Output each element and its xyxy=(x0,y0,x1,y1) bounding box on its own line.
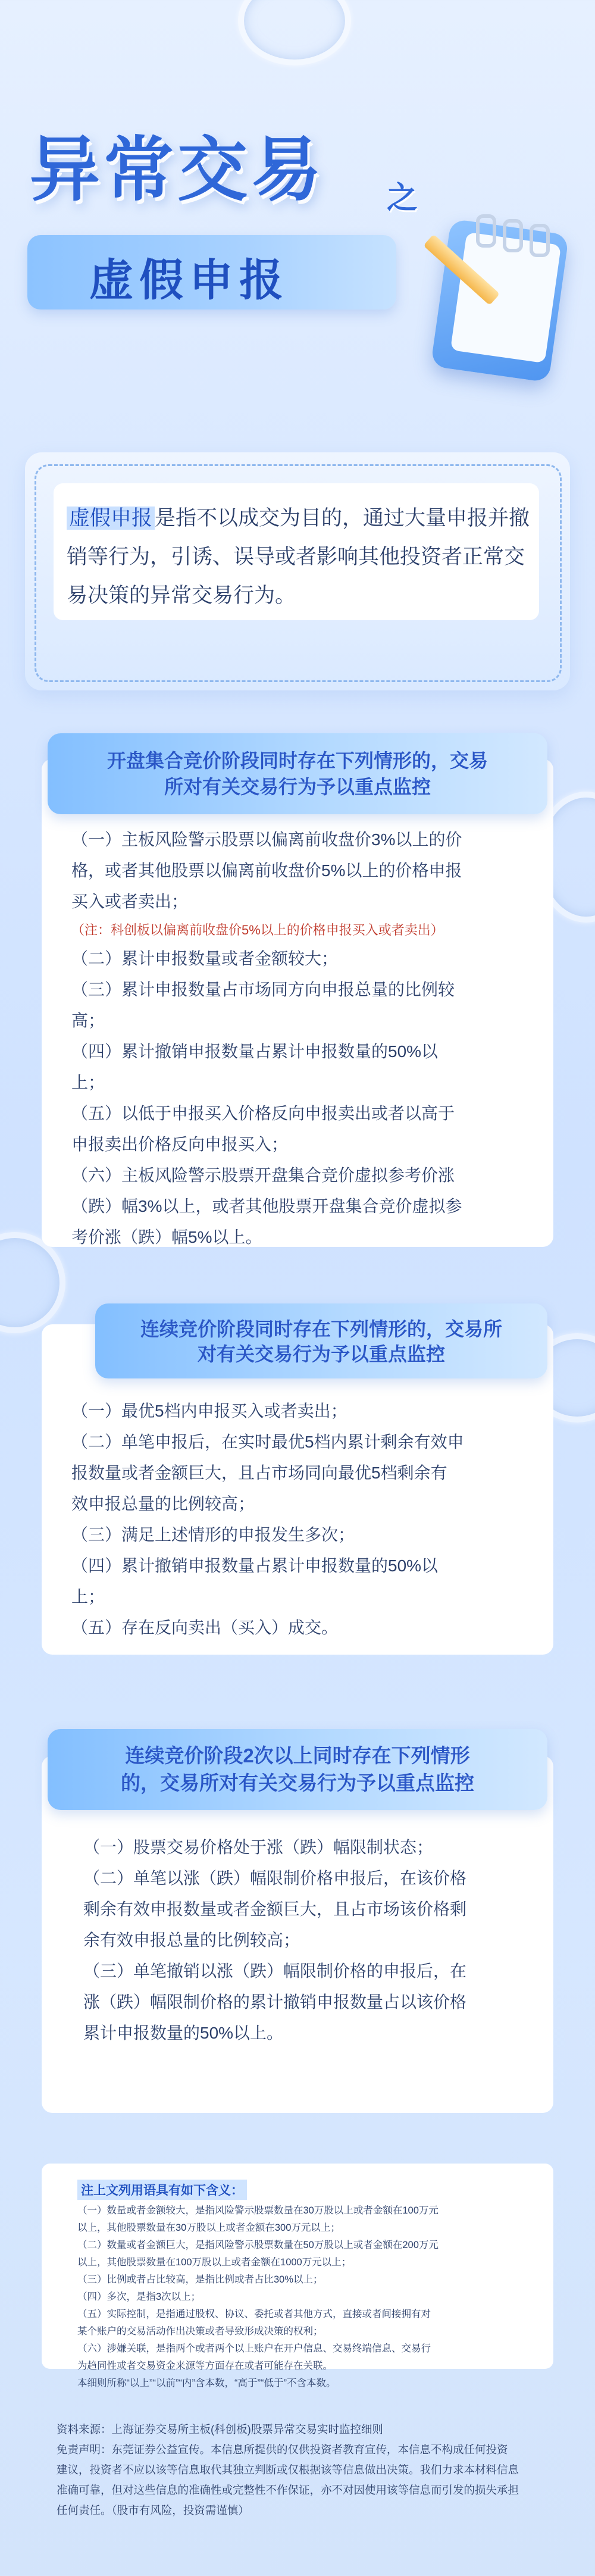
footer-line: 免责声明：东莞证券公益宣传。本信息所提供的仅供投资者教育宣传，本信息不构成任何投资 xyxy=(57,2443,508,2456)
section-header-limit-price xyxy=(48,1729,547,1810)
list-item: （三）累计申报数量占市场同方向申报总量的比例较 xyxy=(71,980,455,999)
binder-ring-icon xyxy=(476,214,496,248)
definition-item: （四）多次，是指3次以上； xyxy=(77,2291,201,2302)
list-item: 效申报总量的比例较高； xyxy=(71,1495,255,1513)
footer-disclaimer xyxy=(57,2419,544,2521)
section-header-opening-auction xyxy=(48,733,547,814)
list-item: （三）满足上述情形的申报发生多次； xyxy=(71,1525,355,1544)
glass-ring-decoration xyxy=(238,0,351,65)
list-item: 余有效申报总量的比例较高； xyxy=(83,1931,300,1949)
list-item: （五）以低于申报买入价格反向申报卖出或者以高于 xyxy=(71,1104,455,1123)
section-header-line: 连续竞价阶段同时存在下列情形的，交易所 xyxy=(140,1318,502,1340)
list-item: 格，或者其他股票以偏离前收盘价5%以上的价格申报 xyxy=(71,861,462,880)
list-item: 涨（跌）幅限制价格的累计撤销申报数量占以该价格 xyxy=(83,1993,467,2011)
list-item: （一）主板风险警示股票以偏离前收盘价3%以上的价 xyxy=(71,830,462,849)
section-header-line: 对有关交易行为予以重点监控 xyxy=(197,1343,445,1365)
list-item: （跌）幅3%以上，或者其他股票开盘集合竞价虚拟参 xyxy=(71,1197,462,1215)
definition-item: （三）比例或者占比较高，是指比例或者占比30%以上； xyxy=(77,2274,323,2285)
section-list-opening-auction xyxy=(71,824,541,1253)
binder-ring-icon xyxy=(503,219,523,252)
list-item: （二）累计申报数量或者金额较大； xyxy=(71,949,339,968)
intro-keyword: 虚假申报 xyxy=(67,507,155,530)
glass-ring-decoration xyxy=(0,1232,65,1333)
list-item: 累计申报数量的50%以上。 xyxy=(83,2024,284,2042)
footer-line: 任何责任。（股市有风险，投资需谨慎） xyxy=(57,2504,249,2516)
definition-item: 以上，其他股票数量在100万股以上或者金额在1000万元以上； xyxy=(77,2257,352,2268)
definition-item: 以上，其他股票数量在30万股以上或者金额在300万元以上； xyxy=(77,2222,340,2233)
section-list-continuous-auction xyxy=(71,1396,541,1643)
list-item: （二）单笔申报后，在实时最优5档内累计剩余有效申 xyxy=(71,1433,464,1451)
definitions-list xyxy=(77,2202,530,2392)
list-item: 上； xyxy=(71,1073,105,1092)
list-item: （五）存在反向卖出（买入）成交。 xyxy=(71,1618,339,1637)
definition-item: 某个账户的交易活动作出决策或者导致形成决策的权利； xyxy=(77,2326,323,2337)
section-header-line: 连续竞价阶段2次以上同时存在下列情形 xyxy=(125,1745,470,1767)
section-list-limit-price xyxy=(83,1832,547,2049)
footer-line: 建议，投资者不应以该等信息取代其独立判断或仅根据该等信息做出决策。我们力求本材料信息 xyxy=(57,2464,519,2476)
list-item: 剩余有效申报数量或者金额巨大，且占市场该价格剩 xyxy=(83,1900,467,1918)
definitions-title: 注上文列用语具有如下含义： xyxy=(77,2180,247,2200)
section-header-continuous-auction xyxy=(95,1303,547,1378)
section-header-line: 所对有关交易行为予以重点监控 xyxy=(164,776,431,798)
list-item: （六）主板风险警示股票开盘集合竞价虚拟参考价涨 xyxy=(71,1166,455,1184)
definition-item: （一）数量或者金额较大，是指风险警示股票数量在30万股以上或者金额在100万元 xyxy=(77,2205,439,2216)
definition-item: （二）数量或者金额巨大，是指风险警示股票数量在50万股以上或者金额在200万元 xyxy=(77,2240,439,2250)
section-header-line: 开盘集合竞价阶段同时存在下列情形的，交易 xyxy=(107,750,488,771)
definition-item: 为趋同性或者交易资金来源等方面存在或者可能存在关联。 xyxy=(77,2361,333,2371)
list-item: 报数量或者金额巨大，且占市场同向最优5档剩余有 xyxy=(71,1464,447,1482)
definition-item: （六）涉嫌关联，是指两个或者两个以上账户在开户信息、交易终端信息、交易行 xyxy=(77,2343,431,2354)
list-item: 高； xyxy=(71,1011,105,1030)
subtitle: 虚假申报 xyxy=(89,255,289,305)
page-title: 异常交易 xyxy=(30,131,325,210)
list-note: （注：科创板以偏离前收盘价5%以上的价格申报买入或者卖出） xyxy=(71,923,444,937)
list-item: 申报卖出价格反向申报买入； xyxy=(71,1135,289,1153)
definition-item: 本细则所称“以上”“以前”“内”含本数，“高于”“低于”不含本数。 xyxy=(77,2378,336,2389)
list-item: 买入或者卖出； xyxy=(71,892,189,911)
intro-definition xyxy=(67,499,531,615)
footer-source: 资料来源：上海证券交易所主板(科创板)股票异常交易实时监控细则 xyxy=(57,2423,383,2436)
footer-line: 准确可靠，但对这些信息的准确性或完整性不作保证，亦不对因使用该等信息而引发的损失承担 xyxy=(57,2484,519,2496)
binder-ring-icon xyxy=(530,224,550,257)
list-item: （二）单笔以涨（跌）幅限制价格申报后，在该价格 xyxy=(83,1869,467,1887)
list-item: 上； xyxy=(71,1587,105,1606)
list-item: （四）累计撤销申报数量占累计申报数量的50%以 xyxy=(71,1042,439,1061)
list-item: （一）股票交易价格处于涨（跌）幅限制状态； xyxy=(83,1838,434,1856)
list-item: （三）单笔撤销以涨（跌）幅限制价格的申报后，在 xyxy=(83,1962,467,1980)
definition-item: （五）实际控制，是指通过股权、协议、委托或者其他方式，直接或者间接拥有对 xyxy=(77,2309,431,2319)
section-header-line: 的，交易所对有关交易行为予以重点监控 xyxy=(121,1772,474,1794)
intro-text: 是指不以成交为目的，通过大量申报并撤销等行为，引诱、误导或者影响其他投资者正常交易决策的异常交易行为。 xyxy=(67,507,530,607)
list-item: （四）累计撤销申报数量占累计申报数量的50%以 xyxy=(71,1556,439,1575)
title-suffix: 之 xyxy=(387,181,418,215)
list-item: 考价涨（跌）幅5%以上。 xyxy=(71,1228,262,1246)
list-item: （一）最优5档内申报买入或者卖出； xyxy=(71,1402,347,1420)
